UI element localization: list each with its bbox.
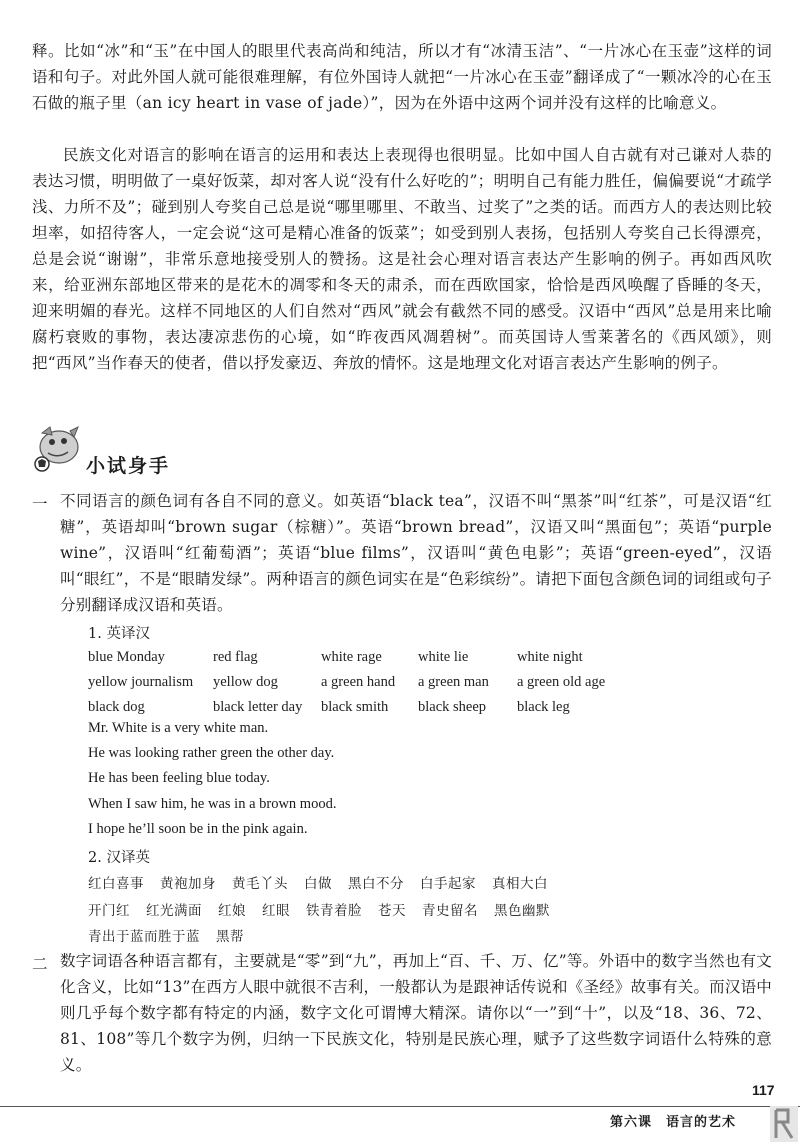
page-number: 117	[752, 1082, 775, 1098]
footer-divider	[0, 1106, 800, 1107]
sentence: When I saw him, he was in a brown mood.	[88, 795, 337, 812]
vocab-item: black letter day	[213, 699, 303, 715]
phrase: 开门红	[88, 902, 130, 919]
phrase: 青史留名	[422, 902, 478, 919]
paragraph-2: 民族文化对语言的影响在语言的运用和表达上表现得也很明显。比如中国人自古就有对己谦对人恭的表达习惯，明明做了一桌好饭菜，却对客人说“没有什么好吃的”；明明自己有能力胜任，偏偏要说“才疏学浅、力所不及”；碰到别人夸奖自己总是说“哪里哪里、不敢当、过奖了”之类的话。而西方人的表达则比较坦率，如招待客人，一定会说“这可是精心准备的饭菜”；如受到别人表扬，包括别人夸奖自己长得漂亮，总是会说“谢谢”，非常乐意地接受别人的赞扬。这是社会心理对语言表达产生影响的例子。再如西风吹来，给亚洲东部地区带来的是花木的凋零和冬天的肃杀，而在西欧国家，恰恰是西风唤醒了昏睡的冬天，迎来明媚的春光。这样不同地区的人们自然对“西风”就会有截然不同的感受。汉语中“西风”总是用来比喻腐朽衰败的事物，表达凄凉悲伤的心境，如“昨夜西风凋碧树”。而英国诗人雪莱著名的《西风颂》，则把“西风”当作春天的使者，借以抒发豪迈、奔放的情怀。这是地理文化对语言表达产生影响的例子。	[32, 146, 772, 372]
vocab-item: yellow dog	[213, 674, 278, 690]
phrase: 真相大白	[492, 876, 548, 892]
vocab-item: black dog	[88, 699, 145, 715]
sentence: Mr. White is a very white man.	[88, 720, 269, 736]
phrase: 红娘	[218, 902, 246, 919]
vocab-item: black sheep	[418, 699, 487, 715]
vocab-grid	[88, 645, 627, 720]
phrase: 白做	[304, 876, 332, 892]
phrase-row	[88, 871, 566, 898]
phrase-list	[88, 871, 566, 951]
phrase: 黄袍加身	[160, 876, 216, 892]
question-2-number: 二	[32, 955, 48, 973]
phrase: 黑帮	[216, 929, 244, 945]
vocab-item: red flag	[213, 649, 258, 665]
phrase: 青出于蓝而胜于蓝	[88, 929, 200, 945]
lesson-title: 第六课 语言的艺术	[610, 1115, 737, 1130]
phrase-row	[88, 924, 566, 951]
vocab-item: white rage	[321, 649, 382, 665]
phrase: 铁青着脸	[306, 902, 362, 919]
vocab-item: a green man	[418, 674, 489, 690]
phrase: 黑白不分	[348, 876, 404, 892]
subsection-2-label: 2. 汉译英	[88, 850, 150, 866]
vocab-item: white lie	[418, 649, 469, 665]
vocab-item: black leg	[517, 699, 570, 715]
question-1-number: 一	[32, 495, 48, 513]
vocab-item: a green hand	[321, 674, 396, 690]
phrase: 黑色幽默	[494, 902, 550, 919]
sentence: He has been feeling blue today.	[88, 770, 270, 787]
paragraph-1: 释。比如“冰”和“玉”在中国人的眼里代表高尚和纯洁，所以才有“冰清玉洁”、“一片冰心在玉壶”这样的词语和句子。对此外国人就可能很难理解，有位外国诗人就把“一片冰心在玉壶”翻译成了“一颗冰冷的心在玉石做的瓶子里（an icy heart in vase of jade）”，因为在外语中这两个词并没有这样的比喻意义。	[32, 42, 772, 112]
vocab-item: a green old age	[517, 674, 606, 690]
corner-decoration-icon	[768, 1102, 800, 1142]
phrase: 苍天	[378, 902, 406, 919]
phrase: 红光满面	[146, 902, 202, 919]
vocab-item: blue Monday	[88, 649, 165, 665]
phrase-row	[88, 898, 566, 925]
vocab-row	[88, 645, 627, 670]
section-title: 小试身手	[86, 455, 171, 477]
phrase: 白手起家	[420, 876, 476, 892]
subsection-1-label: 1. 英译汉	[88, 626, 150, 642]
vocab-item: black smith	[321, 699, 389, 715]
vocab-item: yellow journalism	[88, 674, 194, 690]
question-2-text: 数字词语各种语言都有，主要就是“零”到“九”，再加上“百、千、万、亿”等。外语中的数字当然也有文化含义，比如“13”在西方人眼中就很不吉利，一般都认为是跟神话传说和《圣经》故事有关。而汉语中则几乎每个数字都有特定的内涵，数字文化可谓博大精深。请你以“一”到“十”，以及“18、36、72、81、108”等几个数字为例，归纳一下民族文化，特别是民族心理，赋予了这些数字词语什么特殊的意义。	[60, 952, 772, 1074]
phrase: 红眼	[262, 902, 290, 919]
vocab-item: white night	[517, 649, 583, 665]
mascot-icon	[32, 423, 84, 473]
sentence-list	[88, 716, 336, 842]
phrase: 红白喜事	[88, 876, 144, 892]
sentence: He was looking rather green the other day.	[88, 745, 335, 762]
sentence: I hope he’ll soon be in the pink again.	[88, 820, 308, 837]
question-1-text: 不同语言的颜色词有各自不同的意义。如英语“black tea”，汉语不叫“黑茶”叫“红茶”，可是汉语“红糖”，英语却叫“brown sugar（棕糖）”。英语“brown bread”，汉语又叫“黑面包”；英语“purple wine”，汉语叫“红葡萄酒”；英语“blue films”，汉语叫“黄色电影”；英语“green-eyed”，汉语叫“眼红”，不是“眼睛发绿”。两种语言的颜色词实在是“色彩缤纷”。请把下面包含颜色词的词组或句子分别翻译成汉语和英语。	[60, 492, 772, 614]
phrase: 黄毛丫头	[232, 876, 288, 892]
vocab-row	[88, 670, 627, 695]
